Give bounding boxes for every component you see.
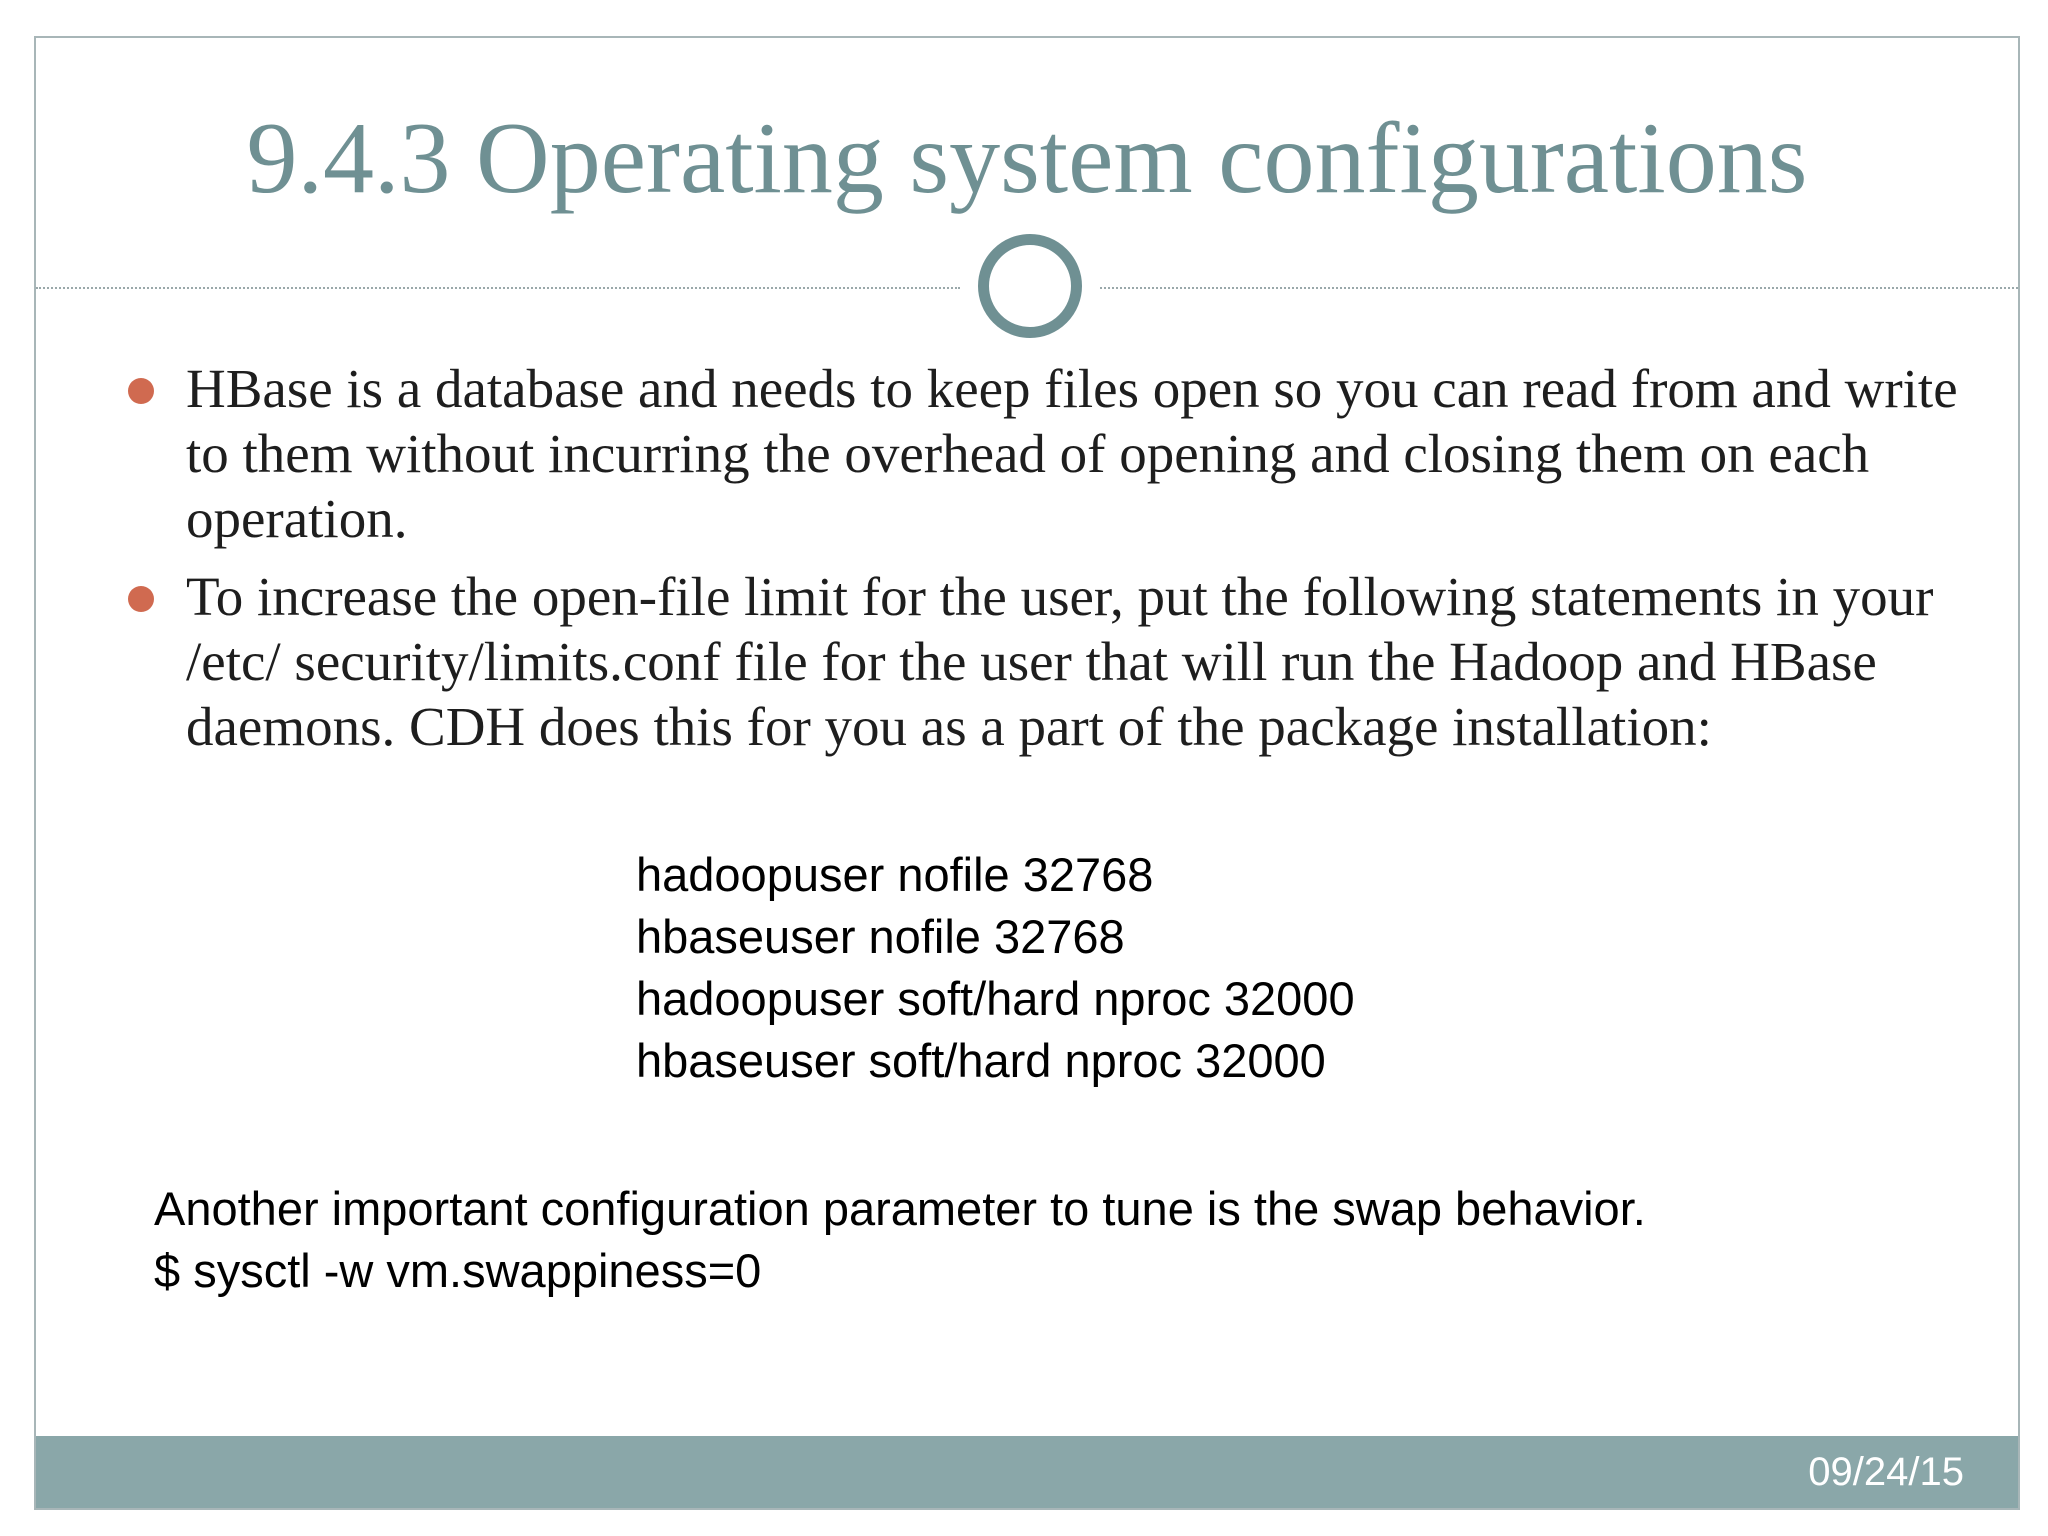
bullet-item: [98, 564, 2008, 759]
command-line: $ sysctl -w vm.swappiness=0: [154, 1244, 762, 1297]
footer-bar: [36, 1436, 2018, 1508]
footer-date: 09/24/15: [1808, 1450, 1964, 1494]
config-line: hbaseuser soft/hard nproc 32000: [636, 1034, 1326, 1087]
config-line: hadoopuser soft/hard nproc 32000: [636, 972, 1355, 1025]
swap-note-block: [154, 1178, 1646, 1302]
config-line: hbaseuser nofile 32768: [636, 910, 1125, 963]
divider-line-left: [36, 287, 960, 289]
bullet-list: [98, 356, 2008, 772]
bullet-item: [98, 356, 2008, 551]
bullet-text: HBase is a database and needs to keep files open so you can read from and write to them without incurring the overhead of opening and closing them on each operation.: [186, 358, 1958, 549]
limits-config-block: [636, 844, 1355, 1092]
slide: [34, 36, 2020, 1510]
note-line: Another important configuration parameter to tune is the swap behavior.: [154, 1182, 1646, 1235]
config-line: hadoopuser nofile 32768: [636, 848, 1154, 901]
bullet-dot-icon: [128, 378, 154, 404]
divider-line-right: [1100, 287, 2020, 289]
circle-ornament-icon: [978, 234, 1082, 338]
bullet-dot-icon: [128, 586, 154, 612]
bullet-text: To increase the open-file limit for the user, put the following statements in your /etc/ security/limits.conf file for the user that will run the Hadoop and HBase daemons. CDH does this for you as a part of the package installation:: [186, 566, 1934, 757]
slide-title: 9.4.3 Operating system configurations: [246, 102, 1808, 215]
